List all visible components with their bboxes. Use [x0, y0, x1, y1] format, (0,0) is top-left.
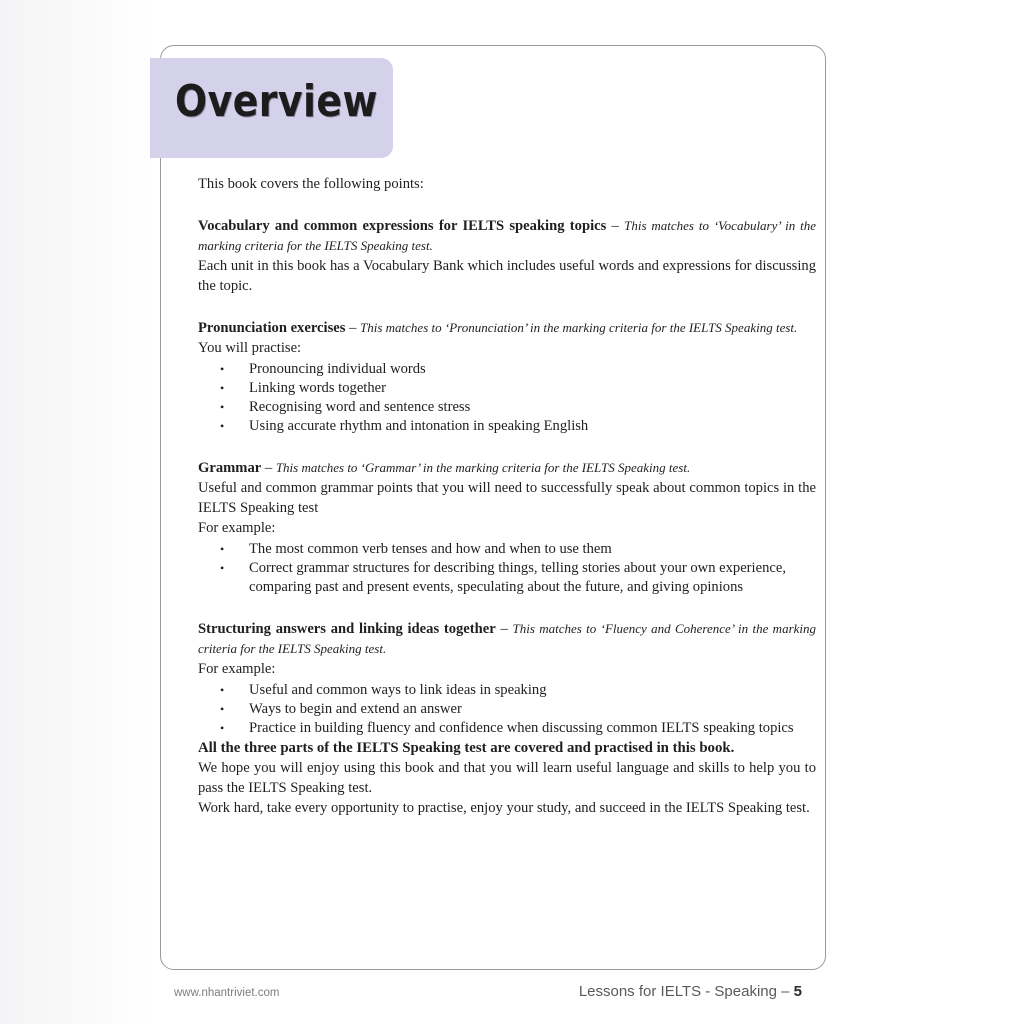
section-heading-line [198, 216, 816, 256]
section-body: Useful and common grammar points that you will need to successfully speak about common topics in the IELTS Speaking test [198, 480, 816, 516]
footer-book-info [579, 983, 802, 1000]
section-vocabulary [198, 216, 816, 296]
section-body-example: For example: [198, 520, 276, 536]
section-structuring [198, 619, 816, 738]
list-item: • Correct grammar structures for describing things, telling stories about your own experience, comparing past and present events, speculating about the future, and giving opinions [198, 559, 816, 597]
section-heading: Grammar [198, 460, 262, 476]
list-item: • Recognising word and sentence stress [198, 398, 816, 417]
bullet-list [198, 540, 816, 597]
heading-separator: – [495, 621, 513, 637]
all-three-statement: All the three parts of the IELTS Speaking test are covered and practised in this book. [198, 740, 735, 756]
heading-separator: – [606, 218, 625, 234]
section-body: You will practise: [198, 340, 302, 356]
page-number: 5 [793, 983, 802, 1000]
intro-text: This book covers the following points: [198, 176, 424, 192]
hope-paragraph: We hope you will enjoy using this book and that you will learn useful language and skills to help you to pass the IELTS Speaking test. [198, 760, 816, 796]
criteria-note: This matches to ‘Fluency and Coherence’ in the marking criteria for the IELTS Speaking test. [198, 621, 817, 656]
heading-separator: – [345, 320, 361, 336]
list-item: • Practice in building fluency and confidence when discussing common IELTS speaking topics [198, 719, 816, 738]
footer-website: www.nhantriviet.com [174, 987, 280, 999]
list-item: • The most common verb tenses and how and when to use them [198, 540, 816, 559]
section-grammar [198, 458, 816, 597]
criteria-note: This matches to ‘Pronunciation’ in the marking criteria for the IELTS Speaking test. [360, 320, 798, 335]
section-pronunciation [198, 318, 816, 436]
list-item: • Linking words together [198, 379, 816, 398]
section-heading: Vocabulary and common expressions for IELTS speaking topics [198, 218, 607, 234]
work-hard-paragraph: Work hard, take every opportunity to practise, enjoy your study, and succeed in the IELTS Speaking test. [198, 800, 810, 816]
list-item: • Ways to begin and extend an answer [198, 700, 816, 719]
section-heading-line [198, 458, 816, 478]
footer-book-title: Lessons for IELTS - Speaking – [578, 983, 794, 1000]
list-item: • Useful and common ways to link ideas in speaking [198, 681, 816, 700]
section-body: Each unit in this book has a Vocabulary Bank which includes useful words and expressions for discussing the topic. [198, 258, 816, 294]
section-heading: Pronunciation exercises [198, 320, 346, 336]
page-gutter-shadow [0, 0, 150, 1024]
bullet-list [198, 360, 816, 436]
section-heading: Structuring answers and linking ideas together [198, 621, 496, 637]
page-title: Overview [175, 76, 378, 127]
criteria-note: This matches to ‘Vocabulary’ in the marking criteria for the IELTS Speaking test. [198, 218, 817, 253]
section-heading-line [198, 318, 816, 338]
section-body: For example: [198, 661, 276, 677]
heading-separator: – [261, 460, 276, 476]
bullet-list [198, 681, 816, 738]
section-heading-line [198, 619, 816, 659]
list-item: • Pronouncing individual words [198, 360, 816, 379]
criteria-note: This matches to ‘Grammar’ in the marking criteria for the IELTS Speaking test. [275, 460, 691, 475]
page-content [198, 174, 816, 818]
list-item: • Using accurate rhythm and intonation in speaking English [198, 417, 816, 436]
